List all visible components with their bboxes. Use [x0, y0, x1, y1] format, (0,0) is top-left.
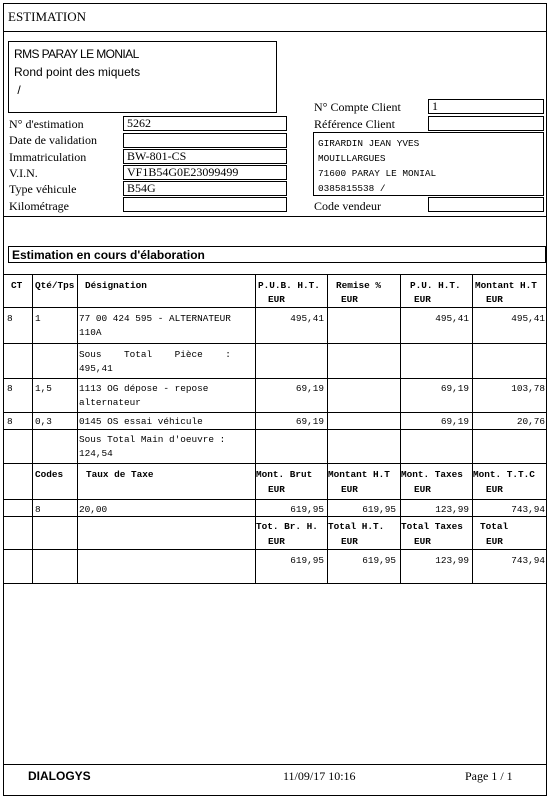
tax-row-ttc: 743,94 [511, 504, 545, 515]
header-amount-eur: EUR [486, 294, 503, 305]
tax-row-gross: 619,95 [290, 504, 324, 515]
estimation-no-field: 5262 [123, 116, 287, 131]
table-row-2-amount: 103,78 [511, 383, 545, 394]
table-row-3-ct: 8 [7, 416, 13, 427]
total-header-total: Total [480, 521, 509, 532]
tax-row-net: 619,95 [362, 504, 396, 515]
garage-address: Rond point des miquets [14, 65, 141, 79]
total-header-net-eur: EUR [341, 536, 358, 547]
mileage-field [123, 197, 287, 212]
table-row-1-pub: 495,41 [290, 313, 324, 324]
header-pu-eur: EUR [414, 294, 431, 305]
seller-code-field [428, 197, 544, 212]
tax-header-codes: Codes [35, 469, 64, 480]
client-account-field: 1 [428, 99, 544, 114]
header-pub-eur: EUR [268, 294, 285, 305]
total-header-taxes-eur: EUR [414, 536, 431, 547]
footer-page: Page 1 / 1 [465, 769, 513, 783]
garage-address-box [8, 41, 277, 113]
tax-header-rate: Taux de Taxe [86, 469, 154, 480]
table-row-1-qty: 1 [35, 313, 41, 324]
total-row-taxes: 123,99 [435, 555, 469, 566]
table-row-2-designation: 1113 OG dépose - repose [79, 383, 209, 394]
footer-datetime: 11/09/17 10:16 [283, 769, 356, 783]
status-bar [8, 246, 546, 263]
client-reference-label: Référence Client [314, 117, 395, 131]
tax-row-taxes: 123,99 [435, 504, 469, 515]
table-row-3-pub: 69,19 [295, 416, 324, 427]
client-line-4: 0385815538 / [318, 183, 386, 194]
tax-header-taxes-eur: EUR [414, 484, 431, 495]
client-line-3: 71600 PARAY LE MONIAL [318, 168, 437, 179]
client-line-2: MOUILLARGUES [318, 153, 386, 164]
vin-label: V.I.N. [9, 166, 38, 180]
subtotal-parts-label: Sous Total Pièce : [79, 349, 231, 360]
header-designation: Désignation [85, 280, 147, 291]
section-divider [4, 216, 546, 217]
tax-header-ttc-eur: EUR [486, 484, 503, 495]
table-row-1-pu: 495,41 [435, 313, 469, 324]
header-amount: Montant H.T [475, 280, 537, 291]
subtotal-labour-label: Sous Total Main d'oeuvre : [79, 434, 226, 445]
total-row-gross: 619,95 [290, 555, 324, 566]
table-row-2-pu: 69,19 [440, 383, 469, 394]
table-row-1-ct: 8 [7, 313, 13, 324]
vehicle-type-label: Type véhicule [9, 182, 77, 196]
validation-date-field [123, 133, 287, 148]
table-row-2-qty: 1,5 [35, 383, 52, 394]
registration-field: BW-801-CS [123, 149, 287, 164]
table-row-1-designation-2: 110A [79, 327, 102, 338]
document-title: ESTIMATION [8, 9, 86, 24]
client-account-label: N° Compte Client [314, 100, 401, 114]
subtotal-labour-value: 124,54 [79, 448, 113, 459]
total-row-total: 743,94 [511, 555, 545, 566]
garage-line3: / [14, 83, 21, 97]
registration-label: Immatriculation [9, 150, 87, 164]
total-header-taxes: Total Taxes [401, 521, 463, 532]
tax-header-ttc: Mont. T.T.C [473, 469, 535, 480]
header-discount-eur: EUR [341, 294, 358, 305]
table-row-3-pu: 69,19 [440, 416, 469, 427]
table-row-3-qty: 0,3 [35, 416, 52, 427]
tax-header-gross: Mont. Brut [256, 469, 313, 480]
client-reference-field [428, 116, 544, 131]
client-address-box [313, 132, 544, 196]
footer-divider [4, 764, 546, 765]
table-row-3-amount: 20,76 [516, 416, 545, 427]
subtotal-parts-value: 495,41 [79, 363, 113, 374]
header-pub: P.U.B. H.T. [258, 280, 320, 291]
mileage-label: Kilométrage [9, 199, 69, 213]
seller-code-label: Code vendeur [314, 199, 381, 213]
tax-row-code: 8 [35, 504, 41, 515]
table-row-1-amount: 495,41 [511, 313, 545, 324]
table-row-2-ct: 8 [7, 383, 13, 394]
table-row-2-designation-2: alternateur [79, 397, 141, 408]
tax-header-net: Montant H.T [328, 469, 390, 480]
total-row-net: 619,95 [362, 555, 396, 566]
total-header-gross-eur: EUR [268, 536, 285, 547]
client-line-1: GIRARDIN JEAN YVES [318, 138, 420, 149]
title-divider [4, 31, 546, 32]
tax-row-rate: 20,00 [79, 504, 108, 515]
header-qty: Qté/Tps [35, 280, 75, 291]
garage-name: RMS PARAY LE MONIAL [14, 47, 139, 61]
footer-brand: DIALOGYS [28, 769, 91, 783]
table-row-3-designation: 0145 OS essai véhicule [79, 416, 203, 427]
vehicle-type-field: B54G [123, 181, 287, 196]
validation-date-label: Date de validation [9, 133, 97, 147]
vin-field: VF1B54G0E23099499 [123, 165, 287, 180]
total-header-gross: Tot. Br. H. [256, 521, 318, 532]
estimation-no-label: N° d'estimation [9, 117, 84, 131]
table-row-2-pub: 69,19 [295, 383, 324, 394]
tax-header-taxes: Mont. Taxes [401, 469, 463, 480]
table-row-1-designation: 77 00 424 595 - ALTERNATEUR [79, 313, 231, 324]
total-header-net: Total H.T. [328, 521, 385, 532]
tax-header-gross-eur: EUR [268, 484, 285, 495]
tax-header-net-eur: EUR [341, 484, 358, 495]
status-text: Estimation en cours d'élaboration [12, 248, 205, 262]
total-header-total-eur: EUR [486, 536, 503, 547]
header-pu: P.U. H.T. [410, 280, 461, 291]
header-discount: Remise % [336, 280, 382, 291]
header-ct: CT [11, 280, 23, 291]
